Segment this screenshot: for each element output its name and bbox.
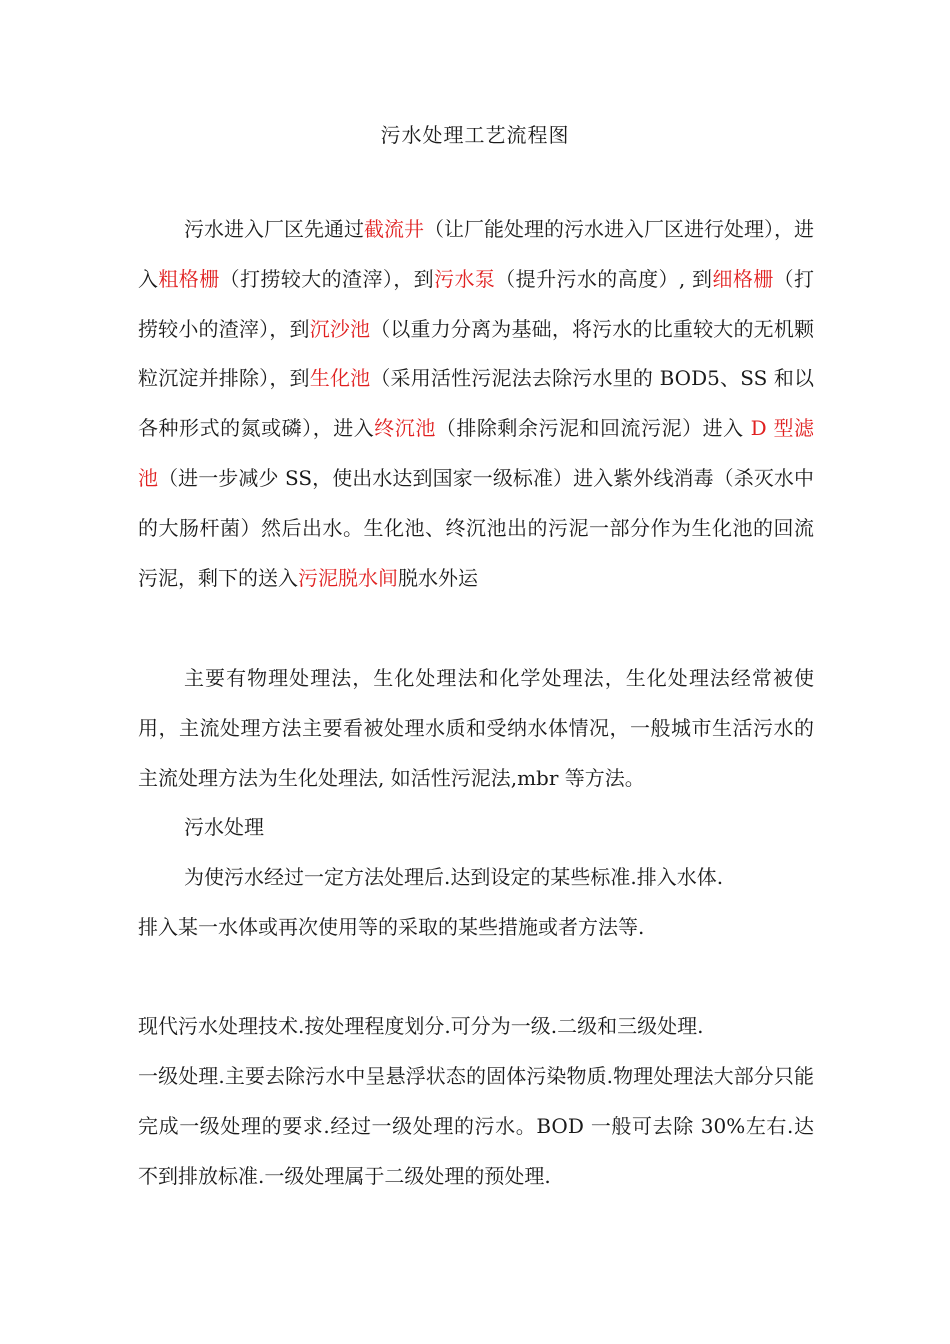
text-segment: （打捞较小的渣滓），到: [138, 266, 815, 341]
treatment-methods-paragraph: 主要有物理处理法，生化处理法和化学处理法，生化处理法经常被使用，主流处理方法主要看被处理水质和受纳水体情况，一般城市生活污水的主流处理方法为生化处理法, 如活性污泥法,mbr 等方法。: [138, 666, 814, 790]
text-segment: （让厂能处理的污水进入厂区进行处理），进入: [138, 217, 814, 291]
highlight-sewage-pump: 污水泵: [434, 266, 496, 291]
text-segment: （采用活性污泥法去除污水里的 BOD5、SS 和以各种形式的氮或磷），进入: [138, 366, 815, 441]
highlight-grit-chamber: 沉沙池: [309, 316, 371, 341]
highlight-d-type-filter: D 型滤池: [138, 416, 815, 490]
highlight-coarse-screen: 粗格栅: [158, 266, 220, 291]
text-segment: （打捞较大的渣滓），到: [219, 266, 435, 291]
text-segment: （提升污水的高度）, 到: [495, 266, 713, 291]
text-segment: 污水进入厂区先通过: [184, 217, 364, 241]
document-title: 污水处理工艺流程图: [380, 123, 570, 147]
highlight-final-clarifier: 终沉池: [374, 416, 436, 441]
highlight-sludge-dewatering-room: 污泥脱水间: [298, 565, 398, 590]
text-segment: （以重力分离为基础，将污水的比重较大的无机颗粒沉淀并排除），到: [138, 316, 815, 391]
text-segment: （进一步减少 SS，使出水达到国家一级标准）进入紫外线消毒（杀灭水中的大肠杆菌）然后出水。生化池、终沉池出的污泥一部分作为生化池的回流污泥，剩下的送入: [138, 465, 814, 590]
highlight-fine-screen: 细格栅: [712, 266, 774, 291]
process-flow-paragraph: [138, 205, 814, 603]
wastewater-treatment-heading: 污水处理: [184, 815, 264, 839]
definition-paragraph: [138, 853, 814, 953]
treatment-levels-paragraph: 现代污水处理技术.按处理程度划分.可分为一级.二级和三级处理.: [138, 1014, 704, 1038]
text-segment: 脱水外运: [398, 565, 478, 590]
definition-line-1: 为使污水经过一定方法处理后.达到设定的某些标准.排入水体.: [184, 865, 724, 889]
highlight-interception-well: 截流井: [364, 217, 424, 241]
text-segment: （排除剩余污泥和回流污泥）进入: [435, 416, 751, 441]
definition-line-2: 排入某一水体或再次使用等的采取的某些措施或者方法等.: [138, 914, 645, 939]
highlight-biochemical-tank: 生化池: [309, 366, 371, 391]
primary-treatment-paragraph: 一级处理.主要去除污水中呈悬浮状态的固体污染物质.物理处理法大部分只能完成一级处理的要求.经过一级处理的污水。BOD 一般可去除 30%左右.达不到排放标准.一级处理属于二级处理的预处理.: [138, 1064, 814, 1188]
